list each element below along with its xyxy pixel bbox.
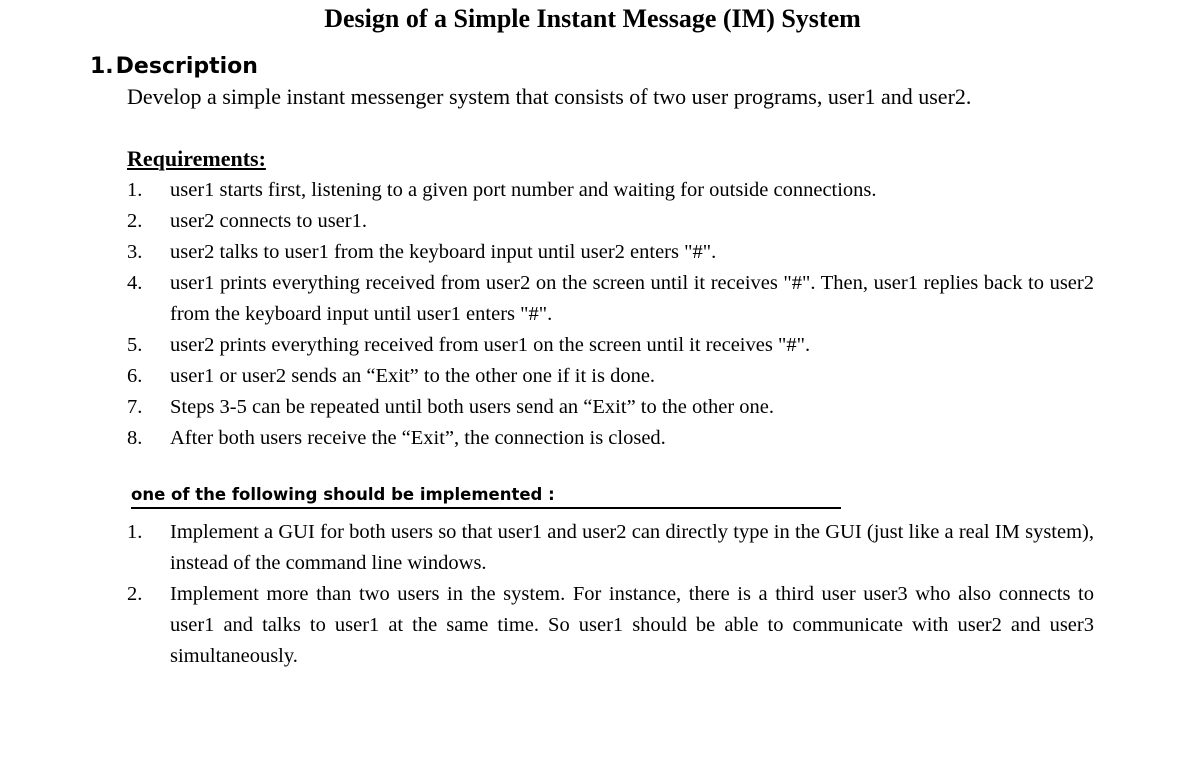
item-text: user1 starts first, listening to a given port number and waiting for outside connections. bbox=[170, 179, 877, 201]
item-number: 3. bbox=[127, 241, 143, 263]
item-text: user2 connects to user1. bbox=[170, 210, 367, 232]
requirement-item bbox=[127, 423, 1094, 454]
section-number: 1. bbox=[90, 54, 114, 79]
item-text: user2 prints everything received from user1 on the screen until it receives "#". bbox=[170, 334, 811, 356]
section-heading-text: Description bbox=[115, 54, 258, 79]
item-number: 8. bbox=[127, 427, 143, 449]
document-title: Design of a Simple Instant Message (IM) System bbox=[324, 4, 861, 33]
item-text: user1 or user2 sends an “Exit” to the other one if it is done. bbox=[170, 365, 656, 387]
item-number: 2. bbox=[127, 210, 143, 232]
item-text: After both users receive the “Exit”, the connection is closed. bbox=[170, 427, 666, 449]
item-number: 6. bbox=[127, 365, 143, 387]
implementation-item bbox=[127, 517, 1094, 579]
item-number: 4. bbox=[127, 272, 143, 294]
requirement-item bbox=[127, 175, 1094, 206]
requirement-item bbox=[127, 206, 1094, 237]
implementation-heading: one of the following should be implemented : bbox=[131, 483, 841, 509]
item-text: Steps 3-5 can be repeated until both users send an “Exit” to the other one. bbox=[170, 396, 774, 418]
item-text: Implement a GUI for both users so that user1 and user2 can directly type in the GUI (just like a real IM system), instead of the command line windows. bbox=[170, 521, 1094, 574]
item-number: 7. bbox=[127, 396, 143, 418]
item-text: Implement more than two users in the system. For instance, there is a third user user3 who also connects to user1 and talks to user1 at the same time. So user1 should be able to communicate with user2 and user3 simultaneously. bbox=[170, 583, 1094, 667]
implementation-list bbox=[127, 517, 1094, 672]
requirement-item bbox=[127, 330, 1094, 361]
requirements-heading: Requirements: bbox=[127, 146, 266, 171]
requirement-item bbox=[127, 268, 1094, 330]
item-number: 2. bbox=[127, 583, 143, 605]
item-number: 5. bbox=[127, 334, 143, 356]
requirement-item bbox=[127, 361, 1094, 392]
implementation-item bbox=[127, 579, 1094, 672]
item-number: 1. bbox=[127, 521, 143, 543]
requirement-item bbox=[127, 392, 1094, 423]
section-heading bbox=[90, 52, 258, 82]
item-text: user2 talks to user1 from the keyboard input until user2 enters "#". bbox=[170, 241, 717, 263]
requirement-item bbox=[127, 237, 1094, 268]
item-text: user1 prints everything received from user2 on the screen until it receives "#". Then, user1 replies back to user2 from the keyboard input until user1 enters "#". bbox=[170, 272, 1094, 325]
item-number: 1. bbox=[127, 179, 143, 201]
requirements-list bbox=[127, 175, 1094, 454]
description-text: Develop a simple instant messenger system that consists of two user programs, user1 and user2. bbox=[127, 84, 972, 109]
